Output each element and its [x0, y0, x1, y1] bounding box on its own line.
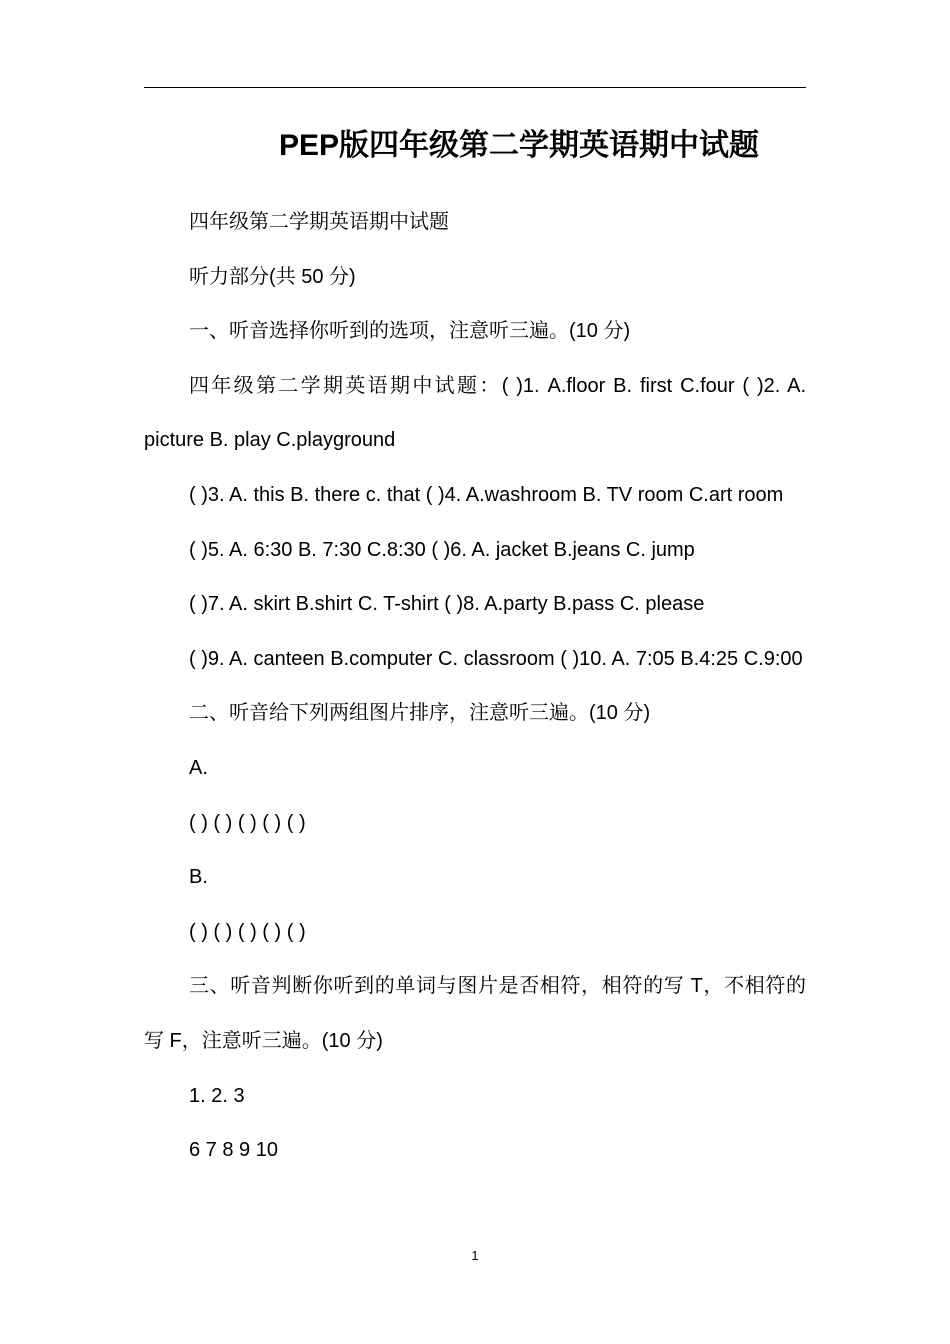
- paragraph-group-b-blanks: ( ) ( ) ( ) ( ) ( ): [189, 920, 306, 943]
- paragraph-part-three-heading: 三、听音判断你听到的单词与图片是否相符，相符的写 T，不相符的写 F，注意听三遍。(10 分): [144, 975, 806, 1052]
- paragraph-questions-5-6: ( )5. A. 6:30 B. 7:30 C.8:30 ( )6. A. jacket B.jeans C. jump: [189, 538, 695, 561]
- paragraph-questions-9-10: ( )9. A. canteen B.computer C. classroom ( )10. A. 7:05 B.4:25 C.9:00: [189, 647, 803, 670]
- page-title: PEP版四年级第二学期英语期中试题: [278, 129, 760, 162]
- paragraph-group-b-label: B.: [189, 866, 208, 889]
- paragraph-part-two-heading: 二、听音给下列两组图片排序，注意听三遍。(10 分): [189, 702, 651, 725]
- paragraph-group-a-label: A.: [189, 756, 208, 779]
- paragraph-subtitle: 四年级第二学期英语期中试题: [189, 211, 449, 233]
- document-body: [144, 195, 806, 1178]
- paragraph-listening-section: 听力部分(共 50 分): [189, 265, 356, 288]
- page-number: 1: [471, 1248, 479, 1263]
- paragraph-questions-7-8: ( )7. A. skirt B.shirt C. T-shirt ( )8. A.party B.pass C. please: [189, 593, 705, 616]
- paragraph-questions-3-4: ( )3. A. this B. there c. that ( )4. A.washroom B. TV room C.art room: [189, 483, 784, 506]
- paragraph-part-one-heading: 一、听音选择你听到的选项，注意听三遍。(10 分): [189, 320, 631, 343]
- paragraph-group-a-blanks: ( ) ( ) ( ) ( ) ( ): [189, 811, 306, 834]
- paragraph-questions-1-2: 四年级第二学期英语期中试题：( )1. A.floor B. first C.four ( )2. A. picture B. play C.playground: [144, 374, 806, 452]
- header-rule: [144, 87, 806, 88]
- paragraph-numbers-1-3: 1. 2. 3: [189, 1084, 245, 1107]
- paragraph-numbers-6-10: 6 7 8 9 10: [189, 1139, 278, 1162]
